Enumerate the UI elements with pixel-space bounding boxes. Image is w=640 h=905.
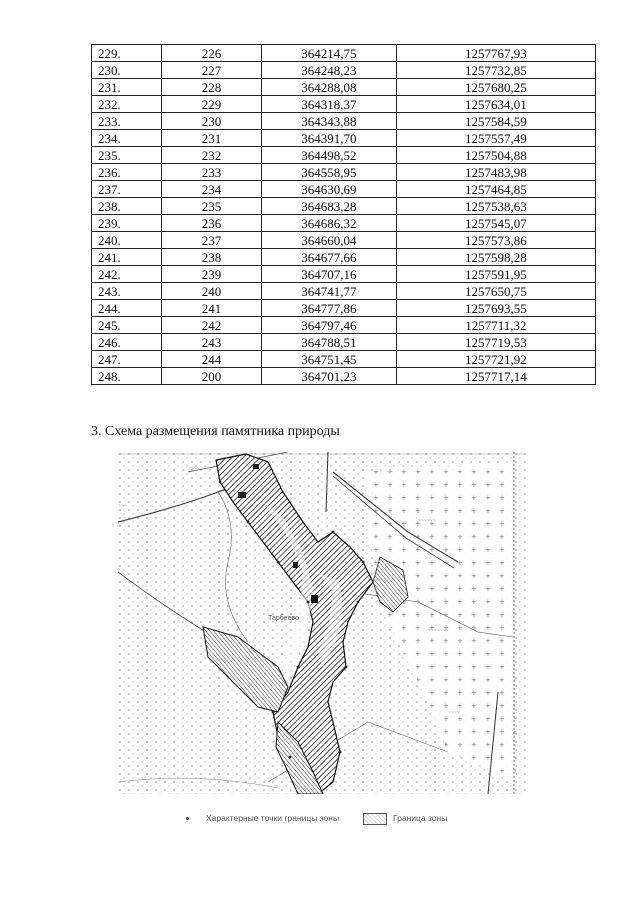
point-number-cell: 238: [161, 249, 261, 266]
x-coordinate-cell: 364797,46: [262, 317, 397, 334]
svg-text:~~~~~~~: ~~~~~~~: [428, 628, 449, 634]
point-number-cell: 227: [161, 62, 261, 79]
site-map: [118, 452, 526, 794]
table-row: [92, 181, 596, 198]
row-number-cell: 239.: [92, 215, 162, 232]
y-coordinate-cell: 1257584,59: [396, 113, 595, 130]
point-number-cell: 240: [161, 283, 261, 300]
svg-text:~~~~: ~~~~: [448, 710, 460, 716]
row-number-cell: 234.: [92, 130, 162, 147]
table-row: [92, 334, 596, 351]
point-number-cell: 237: [161, 232, 261, 249]
row-number-cell: 245.: [92, 317, 162, 334]
y-coordinate-cell: 1257711,32: [396, 317, 595, 334]
x-coordinate-cell: 364788,51: [262, 334, 397, 351]
point-number-cell: 243: [161, 334, 261, 351]
coordinates-table: [91, 44, 596, 385]
table-row: [92, 113, 596, 130]
x-coordinate-cell: 364558,95: [262, 164, 397, 181]
x-coordinate-cell: 364343,88: [262, 113, 397, 130]
y-coordinate-cell: 1257634,01: [396, 96, 595, 113]
row-number-cell: 248.: [92, 368, 162, 385]
point-number-cell: 236: [161, 215, 261, 232]
y-coordinate-cell: 1257721,92: [396, 351, 595, 368]
table-row: [92, 351, 596, 368]
table-row: [92, 164, 596, 181]
y-coordinate-cell: 1257693,55: [396, 300, 595, 317]
table-row: [92, 300, 596, 317]
y-coordinate-cell: 1257650,75: [396, 283, 595, 300]
table-row: [92, 368, 596, 385]
map-graphic: [118, 452, 526, 794]
map-legend: [180, 811, 480, 827]
x-coordinate-cell: 364741,77: [262, 283, 397, 300]
row-number-cell: 232.: [92, 96, 162, 113]
row-number-cell: 236.: [92, 164, 162, 181]
row-number-cell: 242.: [92, 266, 162, 283]
boundary-point-marker-icon: [186, 817, 189, 820]
point-number-cell: 234: [161, 181, 261, 198]
point-number-cell: 228: [161, 79, 261, 96]
row-number-cell: 246.: [92, 334, 162, 351]
y-coordinate-cell: 1257538,63: [396, 198, 595, 215]
table-row: [92, 45, 596, 62]
point-number-cell: 229: [161, 96, 261, 113]
x-coordinate-cell: 364391,70: [262, 130, 397, 147]
x-coordinate-cell: 364214,75: [262, 45, 397, 62]
x-coordinate-cell: 364660,04: [262, 232, 397, 249]
row-number-cell: 243.: [92, 283, 162, 300]
y-coordinate-cell: 1257483,98: [396, 164, 595, 181]
table-row: [92, 96, 596, 113]
y-coordinate-cell: 1257591,95: [396, 266, 595, 283]
point-number-cell: 230: [161, 113, 261, 130]
table-row: [92, 249, 596, 266]
point-number-cell: 239: [161, 266, 261, 283]
table-row: [92, 147, 596, 164]
point-number-cell: 244: [161, 351, 261, 368]
row-number-cell: 238.: [92, 198, 162, 215]
row-number-cell: 231.: [92, 79, 162, 96]
table-row: [92, 215, 596, 232]
x-coordinate-cell: 364707,16: [262, 266, 397, 283]
legend-boundary-label: Граница зоны: [393, 813, 448, 823]
point-number-cell: 200: [161, 368, 261, 385]
row-number-cell: 241.: [92, 249, 162, 266]
zone-boundary-swatch-icon: [363, 813, 387, 825]
point-number-cell: 226: [161, 45, 261, 62]
coordinates-table-body: [92, 45, 596, 385]
y-coordinate-cell: 1257717,14: [396, 368, 595, 385]
x-coordinate-cell: 364683,28: [262, 198, 397, 215]
x-coordinate-cell: 364318,37: [262, 96, 397, 113]
point-number-cell: 241: [161, 300, 261, 317]
table-row: [92, 232, 596, 249]
y-coordinate-cell: 1257719,53: [396, 334, 595, 351]
x-coordinate-cell: 364777,86: [262, 300, 397, 317]
y-coordinate-cell: 1257504,88: [396, 147, 595, 164]
point-number-cell: 231: [161, 130, 261, 147]
table-row: [92, 198, 596, 215]
svg-text:~~~~~~: ~~~~~~: [418, 518, 436, 524]
row-number-cell: 247.: [92, 351, 162, 368]
table-row: [92, 130, 596, 147]
point-number-cell: 242: [161, 317, 261, 334]
point-number-cell: 233: [161, 164, 261, 181]
y-coordinate-cell: 1257573,86: [396, 232, 595, 249]
y-coordinate-cell: 1257545,07: [396, 215, 595, 232]
x-coordinate-cell: 364630,69: [262, 181, 397, 198]
x-coordinate-cell: 364248,23: [262, 62, 397, 79]
row-number-cell: 235.: [92, 147, 162, 164]
x-coordinate-cell: 364751,45: [262, 351, 397, 368]
row-number-cell: 230.: [92, 62, 162, 79]
y-coordinate-cell: 1257464,85: [396, 181, 595, 198]
y-coordinate-cell: 1257598,28: [396, 249, 595, 266]
section-title: 3. Схема размещения памятника природы: [91, 424, 340, 439]
legend-points-label: Характерные точки границы зоны: [206, 813, 340, 823]
row-number-cell: 233.: [92, 113, 162, 130]
y-coordinate-cell: 1257732,85: [396, 62, 595, 79]
x-coordinate-cell: 364677,66: [262, 249, 397, 266]
table-row: [92, 62, 596, 79]
svg-text:~~~: ~~~: [118, 503, 127, 509]
table-row: [92, 266, 596, 283]
x-coordinate-cell: 364498,52: [262, 147, 397, 164]
x-coordinate-cell: 364686,32: [262, 215, 397, 232]
village-label: Тарбеево: [268, 615, 299, 622]
y-coordinate-cell: 1257557,49: [396, 130, 595, 147]
x-coordinate-cell: 364288,08: [262, 79, 397, 96]
row-number-cell: 240.: [92, 232, 162, 249]
row-number-cell: 244.: [92, 300, 162, 317]
row-number-cell: 229.: [92, 45, 162, 62]
table-row: [92, 79, 596, 96]
point-number-cell: 235: [161, 198, 261, 215]
table-row: [92, 283, 596, 300]
row-number-cell: 237.: [92, 181, 162, 198]
point-number-cell: 232: [161, 147, 261, 164]
table-row: [92, 317, 596, 334]
y-coordinate-cell: 1257767,93: [396, 45, 595, 62]
svg-text:~~~~: ~~~~: [188, 466, 200, 472]
y-coordinate-cell: 1257680,25: [396, 79, 595, 96]
x-coordinate-cell: 364701,23: [262, 368, 397, 385]
